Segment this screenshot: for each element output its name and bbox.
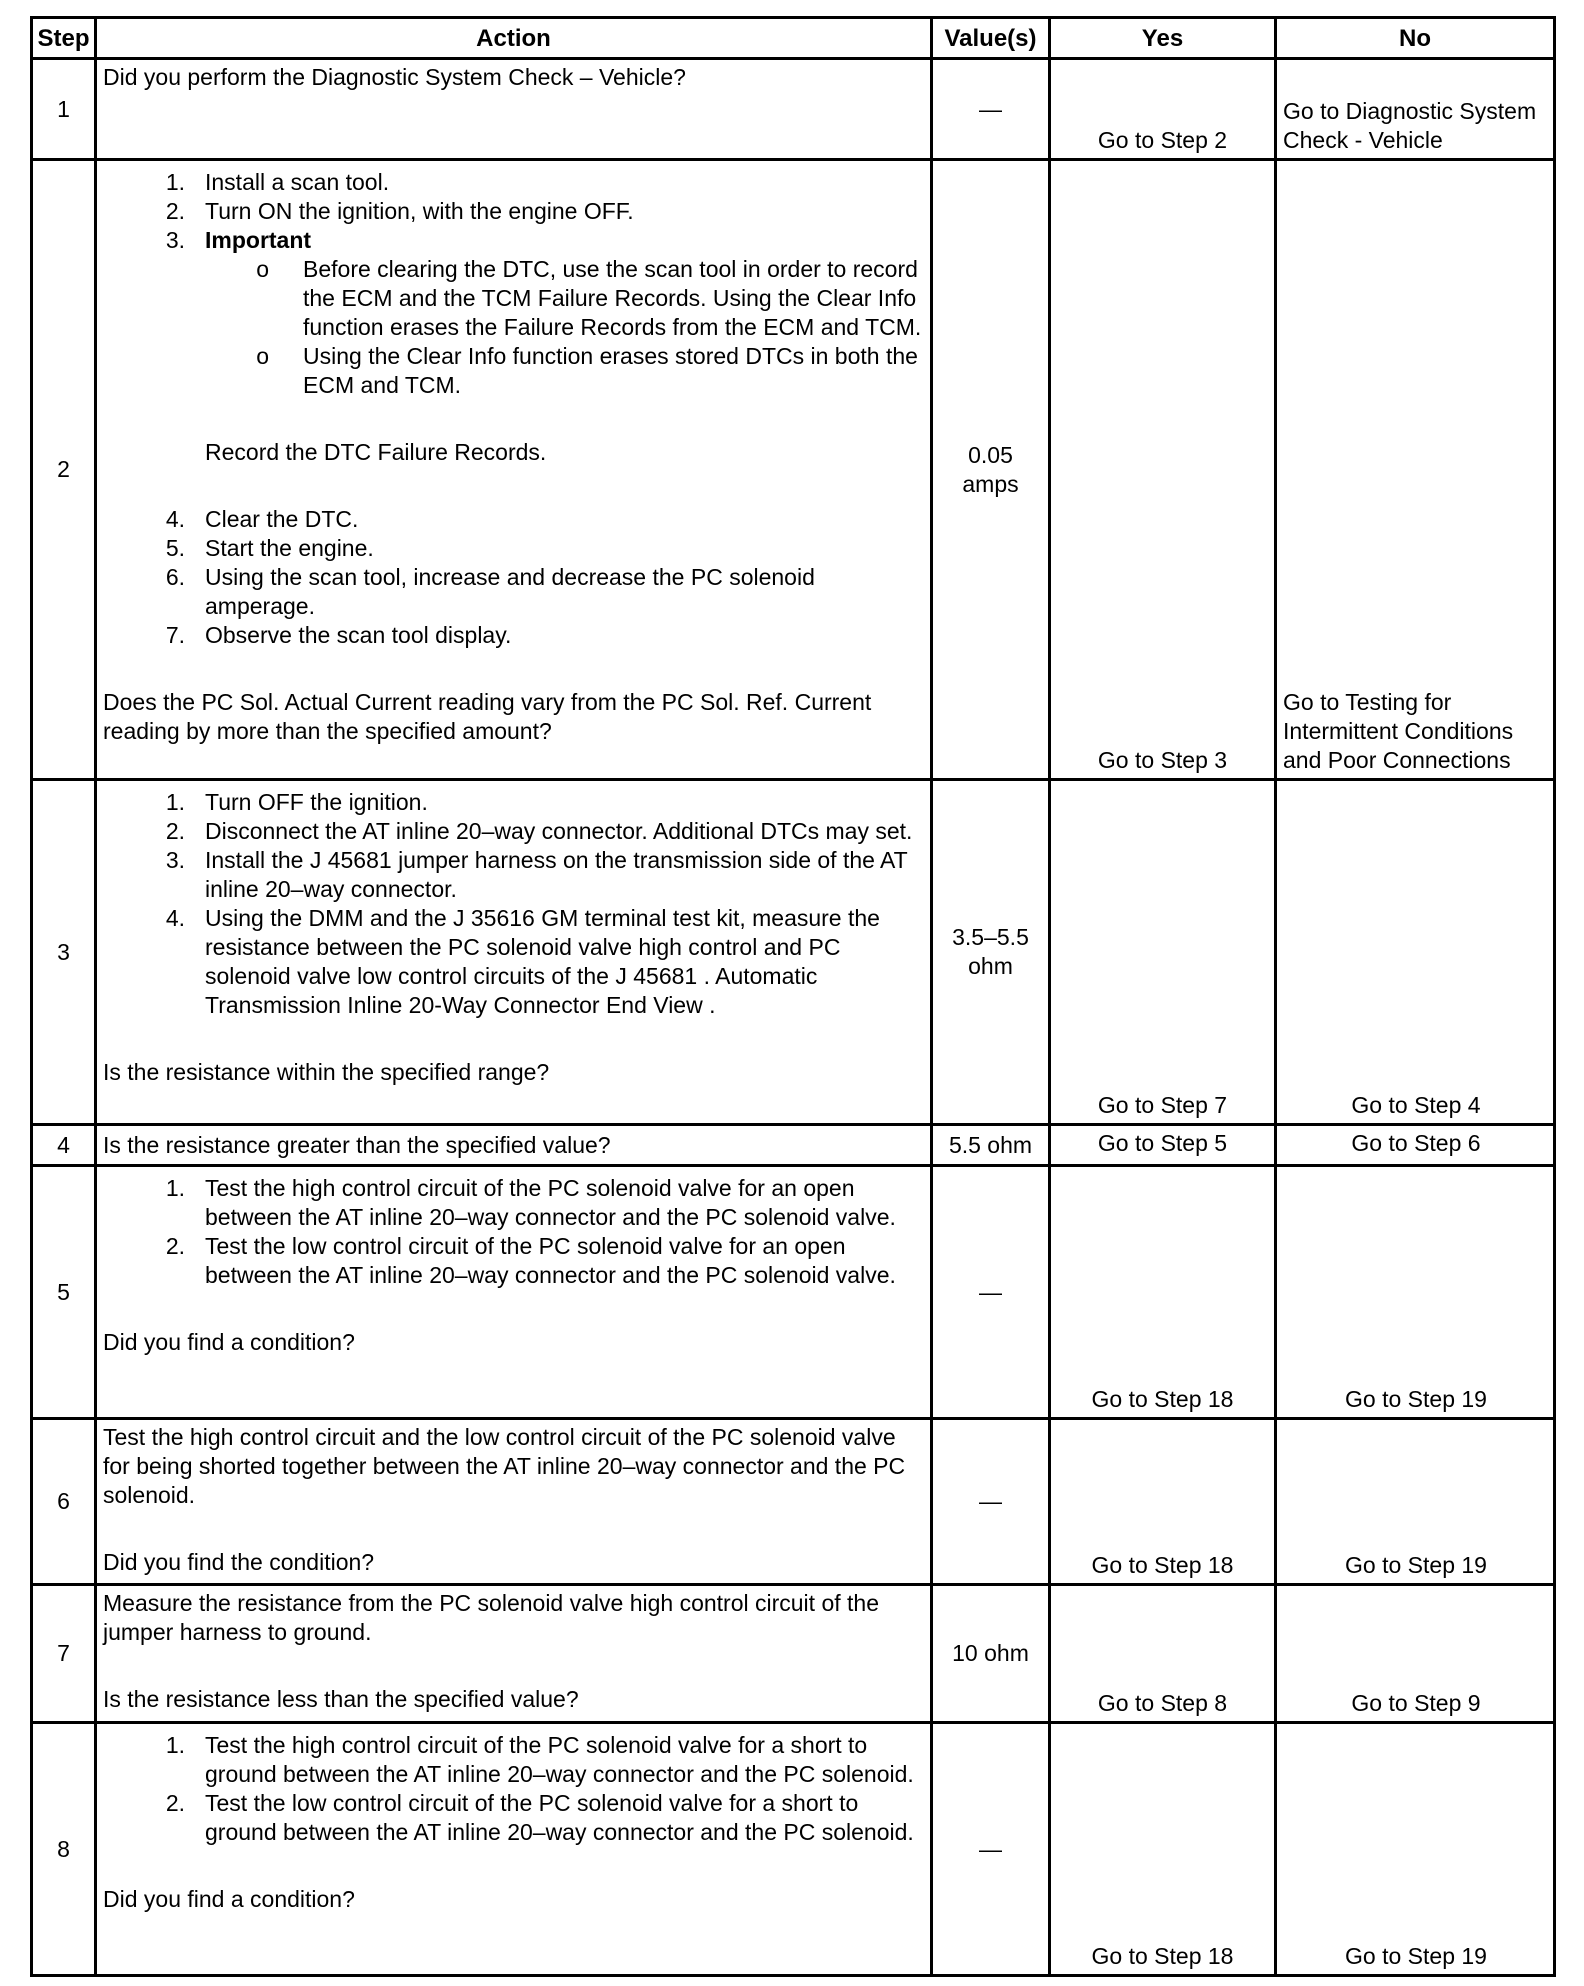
- list-item: 6. Using the scan tool, increase and decrease the PC solenoid amperage.: [165, 564, 815, 619]
- no-cell: Go to Step 4: [1276, 780, 1555, 1125]
- value-cell: 5.5 ohm: [932, 1125, 1050, 1166]
- action-question: Did you find the condition?: [103, 1549, 375, 1575]
- step-number: 6: [32, 1419, 96, 1585]
- value-cell: 3.5–5.5 ohm: [932, 780, 1050, 1125]
- header-step: Step: [32, 18, 96, 59]
- no-cell: Go to Step 9: [1276, 1585, 1555, 1723]
- action-cell: [96, 59, 932, 160]
- no-cell: Go to Step 19: [1276, 1419, 1555, 1585]
- step-number: 8: [32, 1723, 96, 1976]
- no-cell: Go to Testing for Intermittent Conditions and Poor Connections: [1276, 160, 1555, 780]
- action-question: Is the resistance greater than the specified value?: [103, 1131, 611, 1158]
- action-cell: [96, 160, 932, 780]
- step-number: 5: [32, 1166, 96, 1419]
- important-bullet: o Before clearing the DTC, use the scan tool in order to record the ECM and the TCM Failure Records. Using the Clear Info function erases the Failure Records from the ECM and TCM.: [256, 256, 922, 340]
- important-bullet: o Using the Clear Info function erases stored DTCs in both the ECM and TCM.: [256, 343, 918, 398]
- header-action: Action: [96, 18, 932, 59]
- list-item: 5. Start the engine.: [165, 535, 374, 561]
- action-cell: [96, 780, 932, 1125]
- step-number: 4: [32, 1125, 96, 1166]
- yes-cell: Go to Step 18: [1050, 1723, 1276, 1976]
- list-item: 3. Important: [165, 227, 312, 253]
- yes-cell: Go to Step 2: [1050, 59, 1276, 160]
- list-item: 2. Test the low control circuit of the PC solenoid valve for an open between the AT inline 20–way connector and the PC solenoid valve.: [165, 1233, 896, 1288]
- instruction-list: [103, 1731, 922, 1847]
- list-item: 2. Turn ON the ignition, with the engine OFF.: [165, 198, 634, 224]
- action-question: Is the resistance within the specified range?: [103, 1059, 550, 1085]
- table-row-step-4: [32, 1125, 1555, 1166]
- no-cell: Go to Step 6: [1276, 1125, 1555, 1166]
- action-question: Does the PC Sol. Actual Current reading vary from the PC Sol. Ref. Current reading by more than the specified amount?: [103, 689, 872, 744]
- action-cell: [96, 1585, 932, 1723]
- note-text: Record the DTC Failure Records.: [205, 439, 547, 465]
- header-row: [32, 18, 1555, 59]
- instruction-list: [103, 168, 922, 650]
- table-row-step-8: [32, 1723, 1555, 1976]
- step-number: 7: [32, 1585, 96, 1723]
- yes-cell: Go to Step 7: [1050, 780, 1276, 1125]
- action-question: Did you find a condition?: [103, 1329, 355, 1355]
- header-values: Value(s): [932, 18, 1050, 59]
- value-cell: —: [932, 1419, 1050, 1585]
- list-item: 1. Turn OFF the ignition.: [165, 789, 428, 815]
- list-item: 3. Install the J 45681 jumper harness on the transmission side of the AT inline 20–way connector.: [165, 847, 908, 902]
- yes-cell: Go to Step 18: [1050, 1166, 1276, 1419]
- table-row-step-5: [32, 1166, 1555, 1419]
- yes-cell: Go to Step 3: [1050, 160, 1276, 780]
- value-cell: —: [932, 1723, 1050, 1976]
- action-cell: [96, 1723, 932, 1976]
- no-cell: Go to Step 19: [1276, 1723, 1555, 1976]
- action-text: Measure the resistance from the PC solenoid valve high control circuit of the jumper harness to ground.: [103, 1590, 879, 1645]
- value-cell: 0.05 amps: [932, 160, 1050, 780]
- list-item: 4. Using the DMM and the J 35616 GM terminal test kit, measure the resistance between the PC solenoid valve high control and PC solenoid valve low control circuits of the J 45681 . Automatic Transmission Inline 20-Way Connector End View .: [165, 905, 880, 1018]
- instruction-list: [103, 788, 922, 1020]
- list-item: 4. Clear the DTC.: [165, 506, 359, 532]
- important-label: Important: [205, 227, 312, 253]
- header-no: No: [1276, 18, 1555, 59]
- table-row-step-7: [32, 1585, 1555, 1723]
- yes-cell: Go to Step 8: [1050, 1585, 1276, 1723]
- action-cell: [96, 1125, 932, 1166]
- step-number: 1: [32, 59, 96, 160]
- action-question: Did you perform the Diagnostic System Check – Vehicle?: [103, 64, 686, 90]
- value-cell: —: [932, 59, 1050, 160]
- table-row-step-6: [32, 1419, 1555, 1585]
- no-cell: Go to Step 19: [1276, 1166, 1555, 1419]
- action-question: Did you find a condition?: [103, 1886, 355, 1912]
- list-item: 7. Observe the scan tool display.: [165, 622, 512, 648]
- no-cell: Go to Diagnostic System Check - Vehicle: [1276, 59, 1555, 160]
- action-text: Test the high control circuit and the low control circuit of the PC solenoid valve for being shorted together between the AT inline 20–way connector and the PC solenoid.: [103, 1424, 906, 1508]
- action-cell: [96, 1419, 932, 1585]
- list-item: 1. Install a scan tool.: [165, 169, 390, 195]
- step-number: 3: [32, 780, 96, 1125]
- yes-cell: Go to Step 5: [1050, 1125, 1276, 1166]
- value-cell: —: [932, 1166, 1050, 1419]
- list-item: 1. Test the high control circuit of the PC solenoid valve for an open between the AT inline 20–way connector and the PC solenoid valve.: [165, 1175, 896, 1230]
- diagnostic-table: [30, 16, 1556, 1977]
- instruction-list: [103, 1174, 922, 1290]
- list-item: 2. Test the low control circuit of the PC solenoid valve for a short to ground between the AT inline 20–way connector and the PC solenoid.: [165, 1790, 914, 1845]
- action-cell: [96, 1166, 932, 1419]
- header-yes: Yes: [1050, 18, 1276, 59]
- action-question: Is the resistance less than the specified value?: [103, 1686, 579, 1712]
- value-cell: 10 ohm: [932, 1585, 1050, 1723]
- table-row-step-3: [32, 780, 1555, 1125]
- table-row-step-2: [32, 160, 1555, 780]
- list-item: 2. Disconnect the AT inline 20–way connector. Additional DTCs may set.: [165, 818, 913, 844]
- table-row-step-1: [32, 59, 1555, 160]
- step-number: 2: [32, 160, 96, 780]
- diagnostic-table-container: [30, 16, 1556, 1977]
- yes-cell: Go to Step 18: [1050, 1419, 1276, 1585]
- list-item: 1. Test the high control circuit of the PC solenoid valve for a short to ground between the AT inline 20–way connector and the PC solenoid.: [165, 1732, 914, 1787]
